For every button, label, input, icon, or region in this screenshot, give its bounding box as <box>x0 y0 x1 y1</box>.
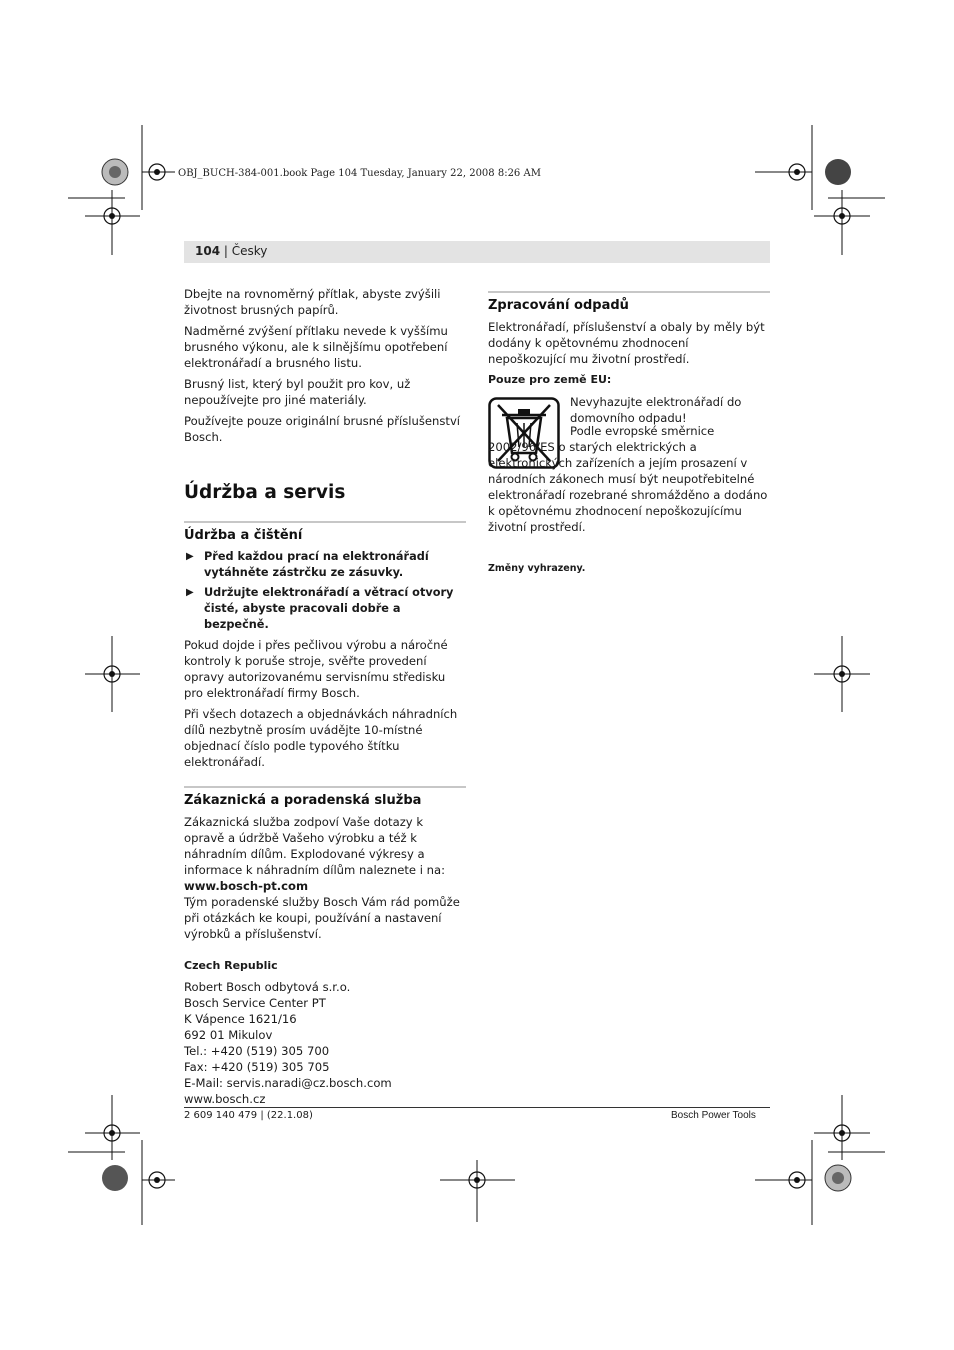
address-line: Fax: +420 (519) 305 705 <box>184 1060 330 1074</box>
maintenance-paragraph: Pokud dojde i přes pečlivou výrobu a náročné kontroly k poruše stroje, svěřte provedení opravy autorizovanému servisnímu středisku pro elektronářadí firmy Bosch. <box>184 638 448 700</box>
maintenance-bullet: ▶ Udržujte elektronářadí a větrací otvory čisté, abyste pracovali dobře a bezpečně. <box>186 586 454 631</box>
footer-brand: Bosch Power Tools <box>671 1110 756 1121</box>
service-text: Tým poradenské služby Bosch Vám rád pomůže při otázkách ke koupi, používání a nastavení výrobků a příslušenství. <box>184 895 460 941</box>
service-url: www.bosch-pt.com <box>184 879 309 893</box>
service-heading: Zákaznická a poradenská služba <box>184 793 422 808</box>
header-language: Česky <box>231 244 268 258</box>
left-column <box>184 286 466 1107</box>
disposal-heading: Zpracování odpadů <box>488 298 629 313</box>
country-heading: Czech Republic <box>184 959 278 972</box>
print-info: OBJ_BUCH-384-001.book Page 104 Tuesday, January 22, 2008 8:26 AM <box>178 168 541 179</box>
intro-paragraph: Používejte pouze originální brusné příslušenství Bosch. <box>184 414 461 444</box>
maintenance-bullet: ▶ Před každou prací na elektronářadí vytáhněte zástrčku ze zásuvky. <box>186 550 429 579</box>
intro-paragraph: Dbejte na rovnoměrný přítlak, abyste zvýšili životnost brusných papírů. <box>184 287 441 317</box>
page-number: 104 <box>195 244 221 258</box>
service-text: Zákaznická služba zodpoví Vaše dotazy k opravě a údržbě Vašeho výrobku a též k náhradním dílům. Explodované výkresy a informace k náhradním dílům naleznete i na: <box>184 815 446 877</box>
header-separator: | <box>220 244 232 258</box>
address-line: Tel.: +420 (519) 305 700 <box>184 1044 330 1058</box>
directive-text: Podle evropské směrnice 2002/96/ES o starých elektrických a elektronických zařízeních a jejím prosazení v národních zákonech musí být neupotřebitelné elektronářadí rozebrané shromážděno a dodáno k opětovnému zhodnocení nepoškozujícímu životní prostředí. <box>488 424 768 534</box>
intro-paragraph: Brusný list, který byl použit pro kov, už nepoužívejte pro jiné materiály. <box>184 377 411 407</box>
address-line: Bosch Service Center PT <box>184 996 326 1010</box>
page-header <box>184 241 770 263</box>
weee-warning: Nevyhazujte elektronářadí do domovního odpadu! <box>570 395 742 425</box>
footer-document-number: 2 609 140 479 | (22.1.08) <box>184 1110 313 1121</box>
address-line: K Vápence 1621/16 <box>184 1012 297 1026</box>
address-line: www.bosch.cz <box>184 1092 266 1106</box>
disposal-intro: Elektronářadí, příslušenství a obaly by měly být dodány k opětovnému zhodnocení nepoškozující mu životní prostředí. <box>488 320 765 366</box>
main-heading: Údržba a servis <box>184 482 346 503</box>
right-column <box>488 291 770 577</box>
maintenance-heading: Údržba a čištění <box>184 528 303 543</box>
address-line: E-Mail: servis.naradi@cz.bosch.com <box>184 1076 392 1090</box>
footer-divider <box>184 1107 770 1108</box>
address-line: 692 01 Mikulov <box>184 1028 273 1042</box>
address-line: Robert Bosch odbytová s.r.o. <box>184 980 351 994</box>
maintenance-paragraph: Při všech dotazech a objednávkách náhradních dílů nezbytně prosím uvádějte 10-místné objednací číslo podle typového štítku elektronářadí. <box>184 707 458 769</box>
disclaimer: Změny vyhrazeny. <box>488 563 586 574</box>
eu-heading: Pouze pro země EU: <box>488 373 612 386</box>
intro-paragraph: Nadměrné zvýšení přítlaku nevede k vyššímu brusného výkonu, ale k silnějšímu opotřebení elektronářadí a brusného listu. <box>184 324 448 370</box>
